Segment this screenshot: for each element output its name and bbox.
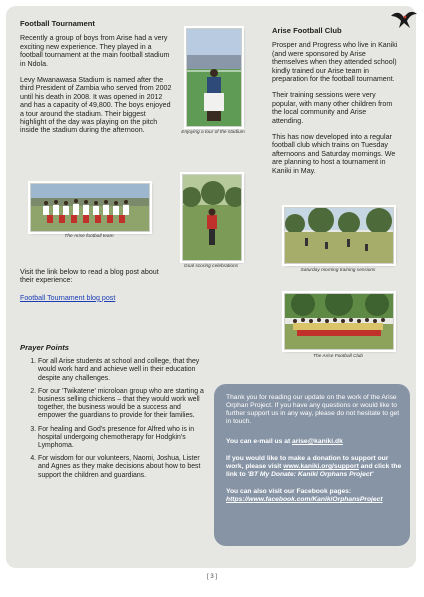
goal-celebration-photo <box>182 174 242 261</box>
prayer-item: 4. For wisdom for our volunteers, Naomi, Joshua, Lister and Agnes as they make decisions about how to best support the children and guardians. <box>38 455 206 480</box>
football-tournament-section <box>20 20 172 143</box>
team-photo <box>30 183 150 232</box>
blog-section <box>20 268 170 302</box>
paragraph: This has now developed into a regular football club which trains on Tuesday afternoons and Saturday mornings. We are planning to host a tournament in Kaniki in May. <box>272 133 396 175</box>
photo-caption: The Arise football team <box>64 234 114 239</box>
paragraph: Recently a group of boys from Arise had a very exciting new experience. They played in a football tournament at the main football stadium in Ndola. <box>20 34 170 68</box>
prayer-item: 2. For our 'Twikatene' microloan group who are starting a business selling chickens – that they would work well together, the business would be a success and empower the guardians to provide for their families. <box>38 388 206 421</box>
prayer-heading: Prayer Points <box>20 343 69 352</box>
photo-caption: The Arise Football Club <box>313 354 363 359</box>
prayer-points-section <box>20 344 206 485</box>
paragraph: Their training sessions were very popular, with many other children from the local community and Arise attending. <box>272 91 393 125</box>
facebook-paragraph <box>226 488 402 504</box>
section-heading: Football Tournament <box>20 19 95 28</box>
section-heading: Arise Football Club <box>272 26 342 35</box>
email-link[interactable]: arise@kaniki.dk <box>292 438 343 445</box>
photo-caption: Saturday morning training sessions <box>300 268 376 273</box>
donate-text: If you would like to make a donation to support our work, please visit <box>226 455 389 470</box>
donate-paragraph <box>226 455 402 479</box>
training-photo <box>284 207 394 264</box>
photo-caption: Goal scoring celebrations <box>183 264 239 269</box>
paragraph: Levy Mwanawasa Stadium is named after the third President of Zambia who served from 2002 until his death in 2008. It was opened in 2012 and has a capacity of 49,800. The boys enjoyed a tour around the stadium. Their biggest highlight of the day was playing on the pitch inside the stadium during the afternoon. <box>20 76 172 135</box>
arise-football-club-section <box>272 27 398 183</box>
facebook-link[interactable]: https://www.facebook.com/KanikiOrphansProject <box>226 496 383 503</box>
page-number: [ 3 ] <box>206 574 217 580</box>
prayer-item: 3. For healing and God's presence for Alfred who is in hospital undergoing chemotherapy for Hodgkin's Lymphoma. <box>38 426 206 451</box>
photo-caption: Enjoying a tour of the stadium <box>181 130 245 135</box>
prayer-item: 1. For all Arise students at school and college, that they would work hard and achieve well in their education despite any challenges. <box>38 358 206 383</box>
donate-link[interactable]: www.kaniki.org/support <box>283 463 359 470</box>
contact-box <box>214 384 410 546</box>
blog-intro: Visit the link below to read a blog post about their experience: <box>20 268 159 285</box>
email-prefix: You can e-mail us at <box>226 438 291 445</box>
email-line <box>226 438 402 446</box>
paragraph: Prosper and Progress who live in Kaniki (and were sponsored by Arise themselves when they attended school) kindly trained our Arise team in preparation for the football tournament. <box>272 41 398 84</box>
donate-page-name: 'BT My Donate: Kaniki Orphans Project' <box>247 471 374 478</box>
donate-text: and click the link to <box>226 463 402 478</box>
stadium-tour-photo <box>186 28 242 127</box>
blog-post-link[interactable]: Football Tournament blog post <box>20 293 116 302</box>
facebook-text: You can also visit our Facebook pages: <box>226 488 352 495</box>
contact-intro: Thank you for reading our update on the work of the Arise Orphan Project. If you have any questions or would like to further support us in any way, please do not hesitate to get in touch. <box>226 394 400 425</box>
football-club-photo <box>284 293 394 350</box>
prayer-list <box>20 358 206 480</box>
